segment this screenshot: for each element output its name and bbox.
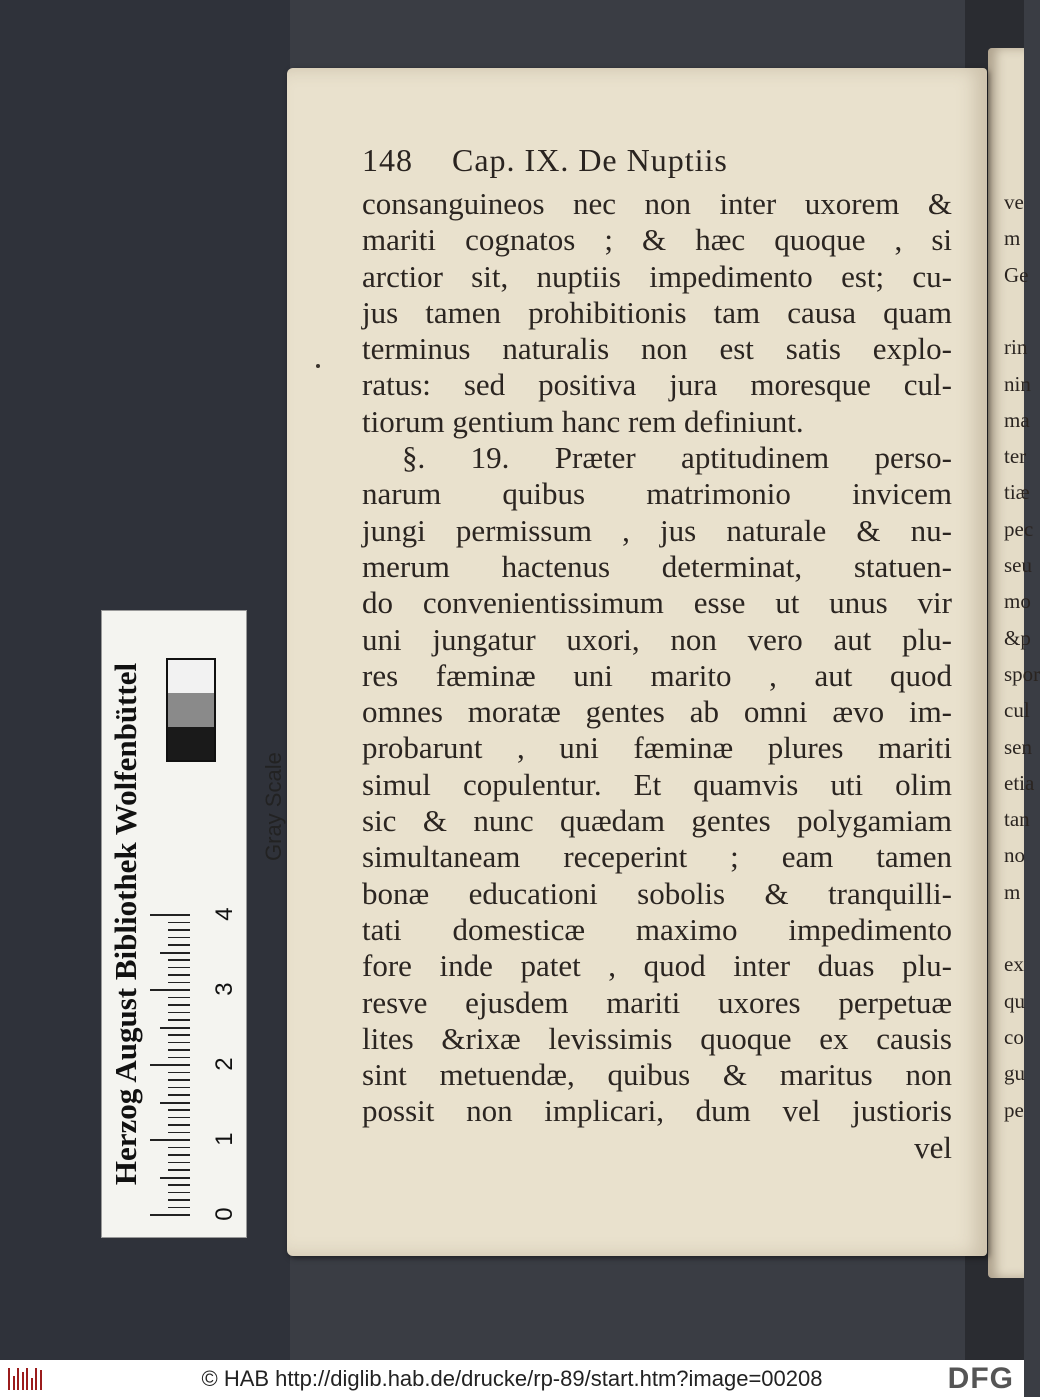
ruler-tick: [168, 1034, 190, 1036]
ruler-tick: [168, 1109, 190, 1111]
ruler-tick: [168, 944, 190, 946]
ruler-tick: [168, 1192, 190, 1194]
text-line: merum hactenus determinat, statuen-: [362, 548, 952, 584]
next-page-fragment: ma: [1004, 407, 1030, 432]
next-page-fragment: &p: [1004, 625, 1031, 650]
catchword: vel: [914, 1129, 952, 1165]
ruler-tick: [168, 967, 190, 969]
ruler-tick: [168, 1019, 190, 1021]
text-line: resve ejusdem mariti uxores perpetuæ: [362, 984, 952, 1020]
ruler-tick: [168, 1049, 190, 1051]
next-page-fragment: sen: [1004, 734, 1032, 759]
ruler-tick: [150, 1064, 190, 1066]
next-page-fragment: tan: [1004, 807, 1030, 832]
next-page-fragment: rin: [1004, 335, 1028, 360]
gray-swatch: [168, 727, 214, 760]
text-line: fore inde patet , quod inter duas plu-: [362, 948, 952, 984]
ruler-tick: [168, 1094, 190, 1096]
text-line: consanguineos nec non inter uxorem &: [362, 186, 952, 221]
ruler-tick: [168, 1154, 190, 1156]
text-line: arctior sit, nuptiis impedimento est; cu-: [362, 258, 952, 294]
gray-scale-swatches: [166, 658, 216, 762]
ruler-tick: [160, 1027, 190, 1029]
text-line: do convenientissimum esse ut unus vir: [362, 585, 952, 621]
text-line: omnes moratæ gentes ab omni ævo im-: [362, 694, 952, 730]
next-page-edge: [988, 48, 1040, 1278]
next-page-fragment: qu: [1004, 988, 1025, 1013]
ruler-tick: [168, 1117, 190, 1119]
next-page-fragment: co: [1004, 1024, 1024, 1049]
text-line: sint metuendæ, quibus & maritus non: [362, 1057, 952, 1093]
ruler-tick: [168, 1072, 190, 1074]
ruler-ticks: [150, 904, 238, 1221]
text-line: simultaneam receperint ; eam tamen: [362, 839, 952, 875]
text-line: ratus: sed positiva jura moresque cul-: [362, 367, 952, 403]
next-page-fragment: ter: [1004, 444, 1027, 469]
running-header: [362, 142, 728, 179]
ruler-tick: [168, 1042, 190, 1044]
text-line: probarunt , uni fæminæ plures mariti: [362, 730, 952, 766]
ruler-tick: [168, 922, 190, 924]
ruler-tick: [150, 1139, 190, 1141]
text-line: §. 19. Præter aptitudinem perso-: [402, 440, 952, 476]
text-line: jungi permissum , jus naturale & nu-: [362, 512, 952, 548]
ruler-tick: [160, 1177, 190, 1179]
next-page-fragment: mo: [1004, 589, 1031, 614]
text-line: tiorum gentium hanc rem definiunt.: [362, 403, 804, 439]
ruler-tick: [168, 1184, 190, 1186]
ruler-tick: [168, 1124, 190, 1126]
ruler-tick: [168, 1012, 190, 1014]
text-line: possit non implicari, dum vel justioris: [362, 1093, 952, 1129]
text-line: jus tamen prohibitionis tam causa quam: [362, 294, 952, 330]
text-line: simul copulentur. Et quamvis uti olim: [362, 766, 952, 802]
next-page-fragment: cul: [1004, 698, 1030, 723]
text-line: mariti cognatos ; & hæc quoque , si: [362, 222, 952, 258]
ruler-tick: [168, 1147, 190, 1149]
page-text: [362, 186, 952, 1166]
next-page-fragment: gu: [1004, 1061, 1025, 1086]
next-page-fragment: Ge: [1004, 262, 1029, 287]
next-page-fragment: no: [1004, 843, 1025, 868]
next-page-fragment: etia: [1004, 770, 1035, 795]
ruler-tick: [160, 952, 190, 954]
ruler-tick-label: 4: [211, 907, 238, 921]
ruler-tick: [160, 1102, 190, 1104]
ruler-tick: [168, 982, 190, 984]
running-head-title: Cap. IX. De Nuptiis: [452, 142, 728, 178]
ruler-tick: [168, 974, 190, 976]
ruler-tick-label: 1: [211, 1132, 238, 1146]
ruler-tick: [150, 989, 190, 991]
ruler-tick: [168, 1087, 190, 1089]
next-page-fragment: ex: [1004, 952, 1024, 977]
ruler-tick: [168, 1169, 190, 1171]
next-page-fragment: pec: [1004, 516, 1034, 541]
text-line: narum quibus matrimonio invicem: [362, 476, 952, 512]
text-line: tati domesticæ maximo impedimento: [362, 911, 952, 947]
ruler-tick: [168, 1004, 190, 1006]
gray-swatch: [168, 660, 214, 693]
next-page-fragment: spor: [1004, 661, 1040, 686]
ruler-tick: [168, 1162, 190, 1164]
ruler-tick: [168, 1132, 190, 1134]
ruler-tick: [168, 929, 190, 931]
footer-credit[interactable]: © HAB http://diglib.hab.de/drucke/rp-89/start.htm?image=00208: [201, 1366, 823, 1391]
next-page-fragment: ve: [1004, 190, 1024, 214]
text-line: res fæminæ uni marito , aut quod: [362, 657, 952, 693]
ink-speck: [316, 364, 320, 368]
ruler-tick-label: 2: [211, 1057, 238, 1071]
text-line: lites &rixæ levissimis quoque ex causis: [362, 1020, 952, 1056]
ruler-tick: [168, 937, 190, 939]
next-page-fragment: m: [1004, 226, 1021, 251]
footer-bar: [0, 1360, 1024, 1397]
ruler-tick: [150, 1214, 190, 1216]
next-page-fragment: tiæ: [1004, 480, 1030, 505]
next-page-fragment: pe: [1004, 1097, 1024, 1122]
ruler-tick: [168, 1079, 190, 1081]
next-page-fragment: seu: [1004, 553, 1032, 577]
gray-swatch: [168, 693, 214, 726]
text-line: uni jungatur uxori, non vero aut plu-: [362, 621, 952, 657]
next-page-fragment: nin: [1004, 371, 1031, 396]
dfg-logo: DFG: [947, 1362, 1014, 1395]
ruler-tick-label: 3: [211, 982, 238, 996]
ruler-title: Herzog August Bibliothek Wolfenbüttel: [108, 662, 143, 1186]
next-page-fragment: m: [1004, 879, 1021, 904]
gray-scale-label: Gray Scale: [261, 752, 286, 861]
text-line: terminus naturalis non est satis explo-: [362, 331, 952, 367]
ruler-tick: [168, 1199, 190, 1201]
ruler-tick: [168, 1207, 190, 1209]
text-line: sic & nunc quædam gentes polygamiam: [362, 803, 952, 839]
ruler-tick: [168, 997, 190, 999]
text-line: bonæ educationi sobolis & tranquilli-: [362, 875, 952, 911]
ruler-tick-label: 0: [211, 1207, 238, 1221]
ruler-tick: [168, 959, 190, 961]
ruler-tick: [150, 914, 190, 916]
ruler-tick: [168, 1057, 190, 1059]
page-number: 148: [362, 142, 413, 178]
